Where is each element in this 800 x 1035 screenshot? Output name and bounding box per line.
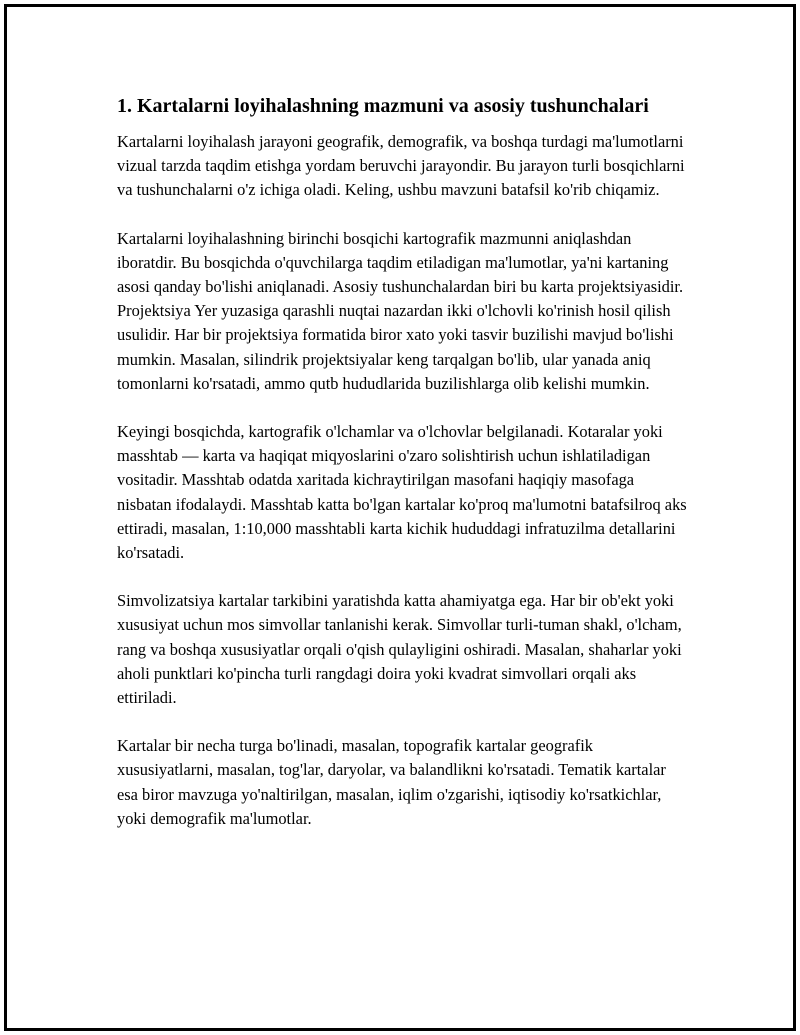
paragraph-map-types: Kartalar bir necha turga bo'linadi, masalan, topografik kartalar geografik xususiyatlarni, masalan, tog'lar, daryolar, va balandlikni ko'rsatadi. Tematik kartalar esa biror mavzuga yo'naltirilgan, masalan, iqlim o'zgarishi, iqtisodiy ko'rsatkichlar, yoki demografik ma'lumotlar. — [117, 736, 666, 828]
document-body — [117, 92, 687, 855]
paragraph-intro: Kartalarni loyihalash jarayoni geografik, demografik, va boshqa turdagi ma'lumotlarni vizual tarzda taqdim etishga yordam beruvchi jarayondir. Bu jarayon turli bosqichlarni va tushunchalarni o'z ichiga oladi. Keling, ushbu mavzuni batafsil ko'rib chiqamiz. — [117, 132, 685, 200]
paragraph-scale: Keyingi bosqichda, kartografik o'lchamlar va o'lchovlar belgilanadi. Kotaralar yoki masshtab — karta va haqiqat miqyoslarini o'zaro solishtirish uchun ishlatiladigan vositadir. Masshtab odatda xaritada kichraytirilgan masofani haqiqiy masofaga nisbatan ifodalaydi. Masshtab katta bo'lgan kartalar ko'proq ma'lumotni batafsilroq aks ettiradi, masalan, 1:10,000 masshtabli karta kichik hududdagi infratuzilma detallarini ko'rsatadi. — [117, 422, 687, 563]
paragraph-symbolization: Simvolizatsiya kartalar tarkibini yaratishda katta ahamiyatga ega. Har bir ob'ekt yoki xususiyat uchun mos simvollar tanlanishi kerak. Simvollar turli-tuman shakl, o'lcham, rang va boshqa xususiyatlar orqali o'qish qulayligini oshiradi. Masalan, shaharlar yoki aholi punktlari ko'pincha turli rangdagi doira yoki kvadrat simvollari orqali aks ettiriladi. — [117, 591, 682, 708]
paragraph-projection: Kartalarni loyihalashning birinchi bosqichi kartografik mazmunni aniqlashdan iboratdir. Bu bosqichda o'quvchilarga taqdim etiladigan ma'lumotlar, ya'ni kartaning asosi qanday bo'lishi aniqlanadi. Asosiy tushunchalardan biri bu karta projektsiyasidir. Projektsiya Yer yuzasiga qarashli nuqtai nazardan ikki o'lchovli ko'rinish hosil qilish usulidir. Har bir projektsiya formatida biror xato yoki tasvir buzilishi mavjud bo'lishi mumkin. Masalan, silindrik projektsiyalar keng tarqalgan bo'lib, ular yanada aniq tomonlarni ko'rsatadi, ammo qutb hududlarida buzilishlarga olib kelishi mumkin. — [117, 228, 684, 393]
section-heading: 1. Kartalarni loyihalashning mazmuni va asosiy tushunchalari — [117, 95, 649, 117]
